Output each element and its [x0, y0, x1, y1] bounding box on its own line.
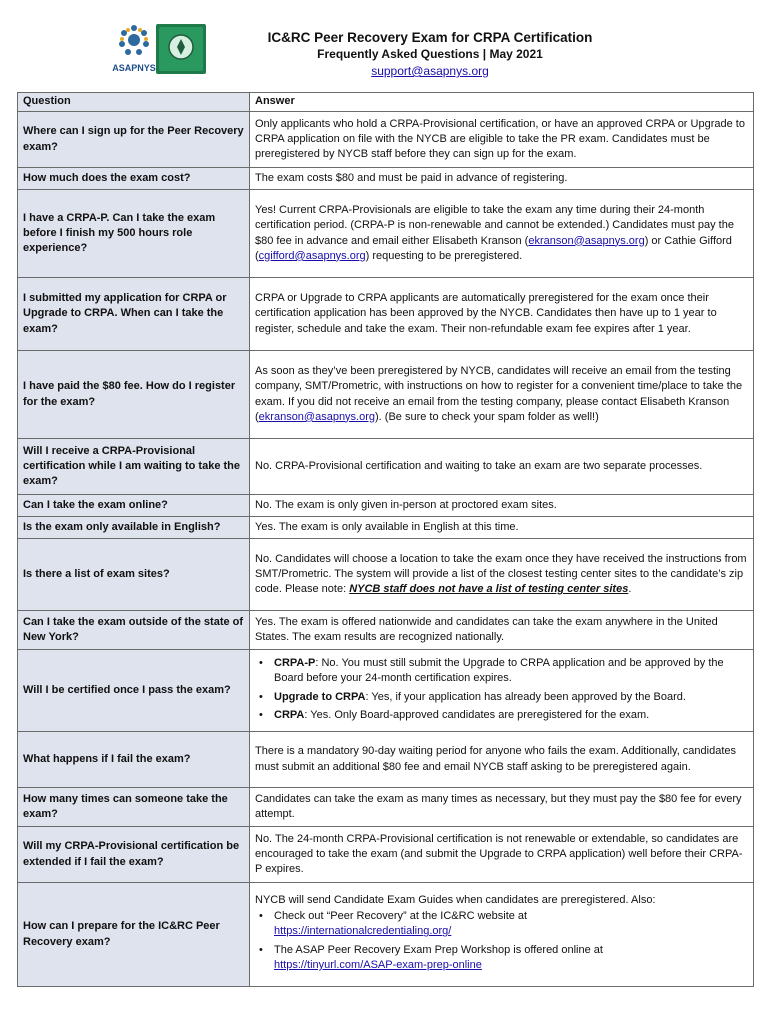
list-item — [255, 656, 748, 687]
bullet-text: : No. You must still submit the Upgrade to CRPA application and be approved by the Board before your 24-month certification expires. — [274, 656, 724, 685]
question-cell: How many times can someone take the exam? — [18, 788, 250, 827]
table-row — [18, 611, 754, 650]
table-row — [18, 351, 754, 439]
answer-text: Yes! Current CRPA-Provisionals are eligible to take the exam any time during their 24-month certification period. (CRPA-P is non-renewable and cannot be extended.) Candidates must pay the $80 fee in advance and email either Elisabeth Kranson ( — [255, 203, 734, 247]
answer-cell: Candidates can take the exam as many times as necessary, but they must pay the $80 fee for every attempt. — [250, 788, 754, 827]
question-cell: Will I receive a CRPA-Provisional certification while I am waiting to take the exam? — [18, 439, 250, 495]
list-item — [255, 690, 748, 705]
document-title: IC&RC Peer Recovery Exam for CRPA Certification — [267, 30, 593, 45]
question-cell: What happens if I fail the exam? — [18, 732, 250, 788]
faq-table — [17, 92, 754, 987]
bullet-text: Check out “Peer Recovery” at the IC&RC website at — [274, 910, 528, 923]
question-cell: Is the exam only available in English? — [18, 517, 250, 539]
answer-cell — [250, 539, 754, 611]
bullet-term: Upgrade to CRPA — [274, 690, 366, 703]
answer-cell: No. The exam is only given in-person at proctored exam sites. — [250, 495, 754, 517]
table-row — [18, 168, 754, 190]
question-cell: Will I be certified once I pass the exam? — [18, 650, 250, 732]
table-row — [18, 517, 754, 539]
table-row — [18, 788, 754, 827]
table-row — [18, 112, 754, 168]
question-cell: Is there a list of exam sites? — [18, 539, 250, 611]
icrc-website-link[interactable]: https://internationalcredentialing.org/ — [274, 925, 452, 938]
answer-text: As soon as they’ve been preregistered by NYCB, candidates will receive an email from the testing company, SMT/Prometric, with instructions on how to register for a convenient time/place to take the exam. If you did not receive an email from the testing company, please contact Elisabeth Kranson ( — [255, 364, 743, 423]
table-row — [18, 650, 754, 732]
answer-cell — [250, 190, 754, 278]
bullet-text: The ASAP Peer Recovery Exam Prep Workshop is offered online at — [274, 943, 603, 956]
question-cell: How much does the exam cost? — [18, 168, 250, 190]
bullet-term: CRPA — [274, 708, 305, 721]
title-block — [180, 30, 680, 79]
answer-cell — [250, 650, 754, 732]
list-item — [255, 708, 748, 723]
exam-prep-link[interactable]: https://tinyurl.com/ASAP-exam-prep-online — [274, 958, 482, 971]
table-row — [18, 190, 754, 278]
question-cell: Will my CRPA-Provisional certification be extended if I fail the exam? — [18, 827, 250, 883]
email-link-ekranson[interactable]: ekranson@asapnys.org — [258, 410, 376, 423]
table-row — [18, 732, 754, 788]
table-row — [18, 495, 754, 517]
email-link-ekranson[interactable]: ekranson@asapnys.org — [528, 234, 645, 247]
bullet-text: : Yes, if your application has already been approved by the Board. — [365, 690, 686, 703]
answer-cell: Only applicants who hold a CRPA-Provisional certification, or have an approved CRPA or Upgrade to CRPA application on file with the NYCB are eligible to take the PR exam. Candidates must be preregistered by NYCB staff before they can sign up for the exam. — [250, 112, 754, 168]
svg-text:ASAPNYS: ASAPNYS — [112, 63, 156, 73]
column-header-answer: Answer — [250, 93, 754, 112]
question-cell: I have paid the $80 fee. How do I register for the exam? — [18, 351, 250, 439]
document-header — [0, 0, 770, 90]
answer-text: ). (Be sure to check your spam folder as well!) — [375, 410, 599, 423]
answer-cell: Yes. The exam is only available in English at this time. — [250, 517, 754, 539]
answer-cell: Yes. The exam is offered nationwide and candidates can take the exam anywhere in the United States. The exam results are recognized nationally. — [250, 611, 754, 650]
table-header-row — [18, 93, 754, 112]
document-subtitle: Frequently Asked Questions | May 2021 — [317, 47, 543, 61]
answer-cell: There is a mandatory 90-day waiting period for anyone who fails the exam. Additionally, candidates must submit an additional $80 fee and email NYCB staff asking to be preregistered again. — [250, 732, 754, 788]
support-email-link[interactable]: support@asapnys.org — [371, 64, 489, 78]
answer-cell: No. The 24-month CRPA-Provisional certification is not renewable or extendable, so candidates are encouraged to take the exam (and submit the Upgrade to CRPA application) well before their CRPA-P expires. — [250, 827, 754, 883]
table-row — [18, 539, 754, 611]
table-row — [18, 827, 754, 883]
answer-cell — [250, 883, 754, 987]
answer-emphasis: NYCB staff does not have a list of testing center sites — [349, 583, 629, 596]
bullet-text: : Yes. Only Board-approved candidates are preregistered for the exam. — [304, 708, 650, 721]
question-cell: I have a CRPA-P. Can I take the exam before I finish my 500 hours role experience? — [18, 190, 250, 278]
list-item — [255, 943, 748, 974]
answer-cell — [250, 351, 754, 439]
answer-cell: The exam costs $80 and must be paid in advance of registering. — [250, 168, 754, 190]
table-row — [18, 883, 754, 987]
answer-text: ) or Cathie Gifford ( — [255, 234, 732, 262]
question-cell: How can I prepare for the IC&RC Peer Recovery exam? — [18, 883, 250, 987]
answer-text: ) requesting to be preregistered. — [365, 249, 523, 262]
answer-intro: NYCB will send Candidate Exam Guides when candidates are preregistered. Also: — [255, 893, 656, 906]
question-cell: Can I take the exam outside of the state of New York? — [18, 611, 250, 650]
list-item — [255, 909, 748, 940]
answer-text: . — [628, 583, 632, 596]
question-cell: Can I take the exam online? — [18, 495, 250, 517]
question-cell: I submitted my application for CRPA or Upgrade to CRPA. When can I take the exam? — [18, 278, 250, 351]
answer-cell: No. CRPA-Provisional certification and waiting to take an exam are two separate processes. — [250, 439, 754, 495]
bullet-term: CRPA-P — [274, 656, 316, 669]
answer-bullet-list — [255, 909, 748, 973]
answer-bullet-list — [255, 656, 748, 723]
answer-cell: CRPA or Upgrade to CRPA applicants are automatically preregistered for the exam once their certification application has been approved by the NYCB. Candidates then have up to 1 year to register, schedule and take the exam. Their non-refundable exam fee expires after 1 year. — [250, 278, 754, 351]
answer-text: No. Candidates will choose a location to take the exam once they have received the instructions from SMT/Prometric. The system will provide a list of the closest testing center sites to the candidate’s zip code. Please note: — [255, 552, 747, 596]
table-row — [18, 439, 754, 495]
question-cell: Where can I sign up for the Peer Recovery exam? — [18, 112, 250, 168]
email-link-cgifford[interactable]: cgifford@asapnys.org — [258, 249, 366, 262]
column-header-question: Question — [18, 93, 250, 112]
table-row — [18, 278, 754, 351]
